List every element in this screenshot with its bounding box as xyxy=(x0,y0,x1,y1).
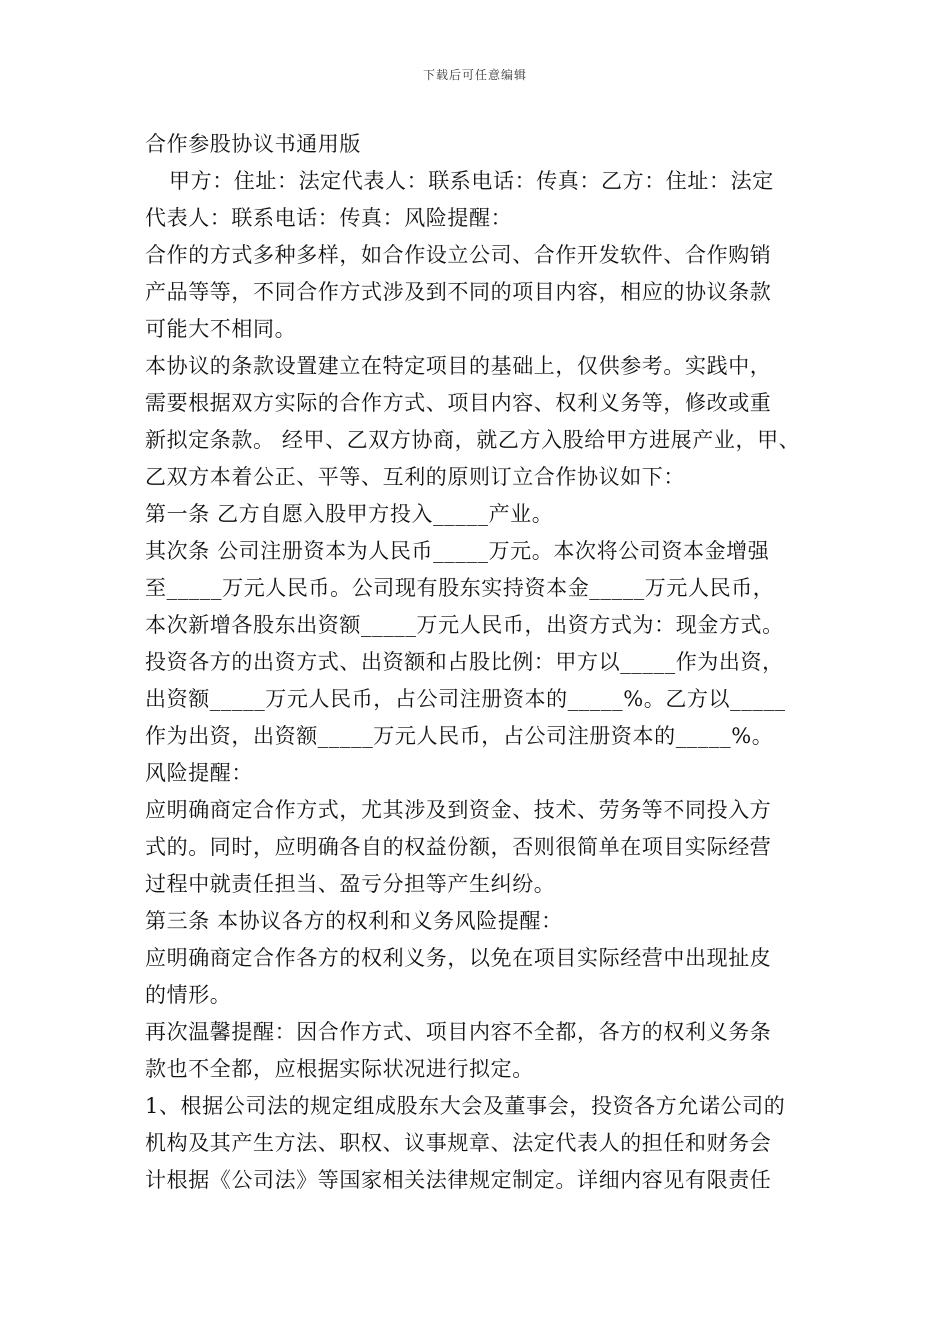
text-line: 至_____万元人民币。公司现有股东实持资本金_____万元人民币， xyxy=(145,576,775,600)
risk-reminder-heading: 风险提醒： xyxy=(145,761,253,785)
text-line: 计根据《公司法》等国家相关法律规定制定。详细内容见有限责任 xyxy=(145,1168,772,1192)
text-line: 本次新增各股东出资额_____万元人民币，出资方式为：现金方式。 xyxy=(145,613,784,637)
text-line: 需要根据双方实际的合作方式、项目内容、权利义务等，修改或重 xyxy=(145,391,772,415)
text-line: 1、根据公司法的规定组成股东大会及董事会，投资各方允诺公司的 xyxy=(145,1094,786,1118)
text-line: 应明确商定合作各方的权利义务，以免在项目实际经营中出现扯皮 xyxy=(145,946,772,970)
text-line: 过程中就责任担当、盈亏分担等产生纠纷。 xyxy=(145,872,556,896)
document-title: 合作参股协议书通用版 xyxy=(145,132,361,156)
text-line: 款也不全都，应根据实际状况进行拟定。 xyxy=(145,1057,534,1081)
text-line: 投资各方的出资方式、出资额和占股比例：甲方以_____作为出资， xyxy=(145,650,784,674)
clause-heading: 第一条 乙方自愿入股甲方投入_____产业。 xyxy=(145,502,554,526)
text-line: 甲方：住址：法定代表人：联系电话：传真：乙方：住址：法定 xyxy=(169,169,774,193)
text-line: 的情形。 xyxy=(145,983,232,1007)
text-line: 产品等等，不同合作方式涉及到不同的项目内容，相应的协议条款 xyxy=(145,280,772,304)
text-line: 出资额_____万元人民币，占公司注册资本的_____%。乙方以_____ xyxy=(145,687,786,711)
text-line: 再次温馨提醒：因合作方式、项目内容不全都，各方的权利义务条 xyxy=(145,1020,772,1044)
text-line: 代表人：联系电话：传真：风险提醒： xyxy=(145,206,513,230)
text-line: 式的。同时，应明确各自的权益份额，否则很简单在项目实际经营 xyxy=(145,835,772,859)
text-line: 可能大不相同。 xyxy=(145,317,297,341)
clause-heading: 第三条 本协议各方的权利和义务风险提醒： xyxy=(145,909,563,933)
page-header-note: 下载后可任意编辑 xyxy=(422,68,527,82)
clause-heading: 其次条 公司注册资本为人民币_____万元。本次将公司资本金增强 xyxy=(145,539,770,563)
text-line: 本协议的条款设置建立在特定项目的基础上，仅供参考。实践中， xyxy=(145,354,772,378)
text-line: 作为出资，出资额_____万元人民币，占公司注册资本的_____%。 xyxy=(145,724,774,748)
text-line: 合作的方式多种多样，如合作设立公司、合作开发软件、合作购销 xyxy=(145,243,772,267)
text-line: 机构及其产生方法、职权、议事规章、法定代表人的担任和财务会 xyxy=(145,1131,772,1155)
document-body xyxy=(145,126,810,1199)
text-line: 应明确商定合作方式，尤其涉及到资金、技术、劳务等不同投入方 xyxy=(145,798,772,822)
text-line: 乙双方本着公正、平等、互利的原则订立合作协议如下： xyxy=(145,465,685,489)
text-line: 新拟定条款。 经甲、乙双方协商，就乙方入股给甲方进展产业，甲、 xyxy=(145,428,801,452)
